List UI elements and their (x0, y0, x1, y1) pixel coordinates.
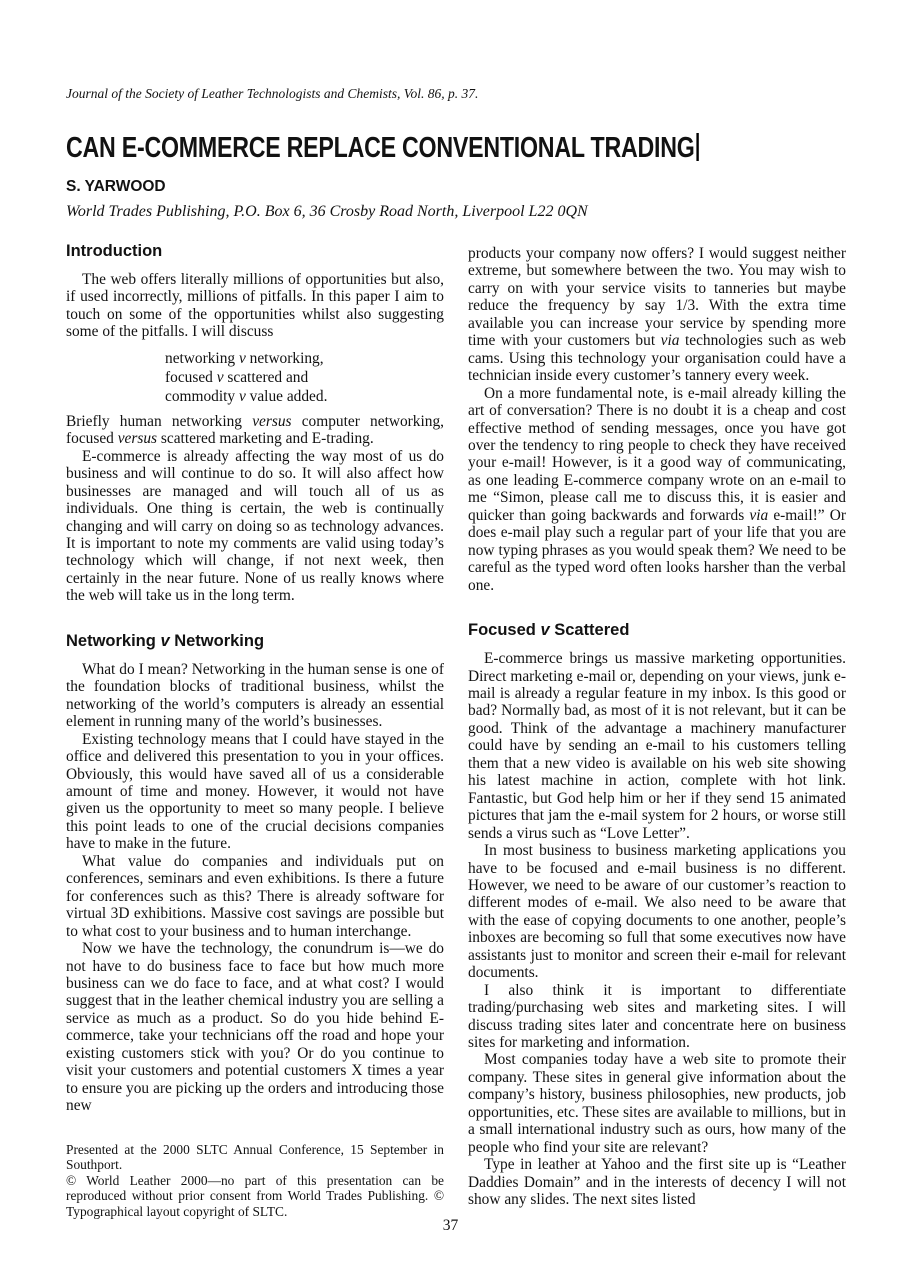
list-item: focused v scattered and (165, 368, 309, 386)
author-name: S. YARWOOD (66, 178, 166, 195)
paragraph: Type in leather at Yahoo and the first site up is “Leather Daddies Domain” and in the interests of decency I will not show any slides. The next sites listed (468, 1156, 846, 1209)
section-heading-introduction: Introduction (66, 242, 163, 260)
paragraph: In most business to business marketing applications you have to be focused and e-mail business is no different. However, we need to be aware of our customer’s reaction to different modes of e-mail. We also need to be aware that with the ease of copying documents to one another, people’s inboxes are becoming so full that some executives now have assistants just to monitor and screen their e-mail for relevant documents. (468, 842, 846, 982)
text-cursor (696, 133, 698, 161)
list-item: networking v networking, (165, 349, 324, 367)
section-heading-networking: Networking v Networking (66, 631, 265, 650)
paragraph: The web offers literally millions of opportunities but also, if used incorrectly, millions of pitfalls. In this paper I aim to touch on some of the opportunities whilst also suggesting some of the pitfalls. I will discuss (66, 271, 444, 341)
footnote-line: Presented at the 2000 SLTC Annual Conference, 15 September in Southport. (66, 1141, 444, 1173)
paragraph: Briefly human networking versus computer networking, focused versus scattered marketing and E-trading. (66, 412, 444, 448)
discussion-list (165, 349, 444, 406)
page-number: 37 (442, 1217, 459, 1234)
journal-citation: Journal of the Society of Leather Technologists and Chemists, Vol. 86, p. 37. (66, 86, 479, 101)
two-column-body (66, 242, 846, 1220)
article-title-text: CAN E-COMMERCE REPLACE CONVENTIONAL TRADING (66, 132, 695, 164)
paragraph: products your company now offers? I would suggest neither extreme, but somewhere between the two. You may wish to carry on with your service visits to tanneries but maybe reduce the frequency by say 1/3. With the extra time available you can increase your service by spending more time with your customers but via technologies such as web cams. Using this technology your organisation could have a technician inside every customer’s tannery every week. (468, 245, 846, 385)
paragraph: I also think it is important to differentiate trading/purchasing web sites and marketing sites. I will discuss trading sites later and concentrate here on business sites for marketing and information. (468, 981, 846, 1052)
left-column (66, 242, 444, 1220)
section-heading-focused-v-scattered: Focused v Scattered (468, 621, 630, 640)
paragraph: Now we have the technology, the conundrum is—we do not have to do business face to face but how much more business can we do face to face, and at what cost? I would suggest that in the leather chemical industry you are selling a service as much as a product. So do you hide behind E-commerce, take your technicians off the road and hope your existing customers stick with you? Or do you continue to visit your customers and potential customers X times a year to ensure you are picking up the orders and introducing those new (66, 940, 444, 1115)
footnote (66, 1142, 444, 1220)
right-column (468, 242, 846, 1220)
article-title[interactable] (66, 131, 699, 165)
paragraph: On a more fundamental note, is e-mail already killing the art of conversation? There is no doubt it is a cheap and cost effective method of sending messages, once you have got over the tendency to ring people to check they have received your e-mail! However, is it a good way of communicating, as one leading E-commerce company wrote on an e-mail to me “Simon, please call me to discuss this, it is easier and quicker than going backwards and forwards via e-mail!” Or does e-mail play such a regular part of your life that you are now typing phrases as you would speak them? We need to be careful as the typed word often looks harsher than the verbal one. (468, 384, 847, 594)
paragraph: What value do companies and individuals put on conferences, seminars and even exhibitions. Is there a future for conferences such as this? There is already software for virtual 3D exhibitions. Massive cost savings are possible but to what cost to your business and to human interchange. (66, 852, 444, 940)
paragraph: Most companies today have a web site to promote their company. These sites in general give information about the company’s history, business philosophies, new products, job opportunities, etc. These sites are available to millions, but in a small international industry such as ours, how many of the people who find your site are relevant? (468, 1051, 846, 1156)
paragraph: E-commerce brings us massive marketing opportunities. Direct marketing e-mail or, depending on your views, junk e-mail is already a regular feature in my inbox. Is this good or bad? Normally bad, as most of it is not relevant, but it can be good. Think of the advantage a machinery manufacturer could have by sending an e-mail to his customers telling them that a new video is available on his web site showing his latest machine in action, complete with hot link. Fantastic, but God help him or her if they send 15 animated pictures that jam the e-mail system for 2 hours, or worse still sends a virus such as “Love Letter”. (468, 650, 846, 842)
list-item: commodity v value added. (165, 387, 328, 405)
footnote-line: © World Leather 2000—no part of this presentation can be reproduced without prior consent from World Trades Publishing. © Typographical layout copyright of SLTC. (66, 1172, 444, 1219)
paragraph: E-commerce is already affecting the way most of us do business and will continue to do so. It will also affect how businesses are managed and will touch all of us as individuals. One thing is certain, the web is continually changing and will carry on doing so as technology advances. It is important to note my comments are valid using today’s technology which will change, if not next week, then certainly in the near future. None of us really knows where the web will take us in the long term. (66, 447, 444, 605)
author-affiliation: World Trades Publishing, P.O. Box 6, 36 Crosby Road North, Liverpool L22 0QN (66, 203, 588, 220)
title-row (66, 131, 846, 167)
paragraph: What do I mean? Networking in the human sense is one of the foundation blocks of traditional business, whilst the networking of the world’s computers is already an essential element in running many of the world’s businesses. (66, 660, 444, 731)
paragraph: Existing technology means that I could have stayed in the office and delivered this presentation to you in your offices. Obviously, this would have saved all of us a considerable amount of time and money. However, it would not have given us the opportunity to meet so many people. I believe this point leads to one of the crucial decisions companies have to make in the future. (66, 730, 444, 853)
